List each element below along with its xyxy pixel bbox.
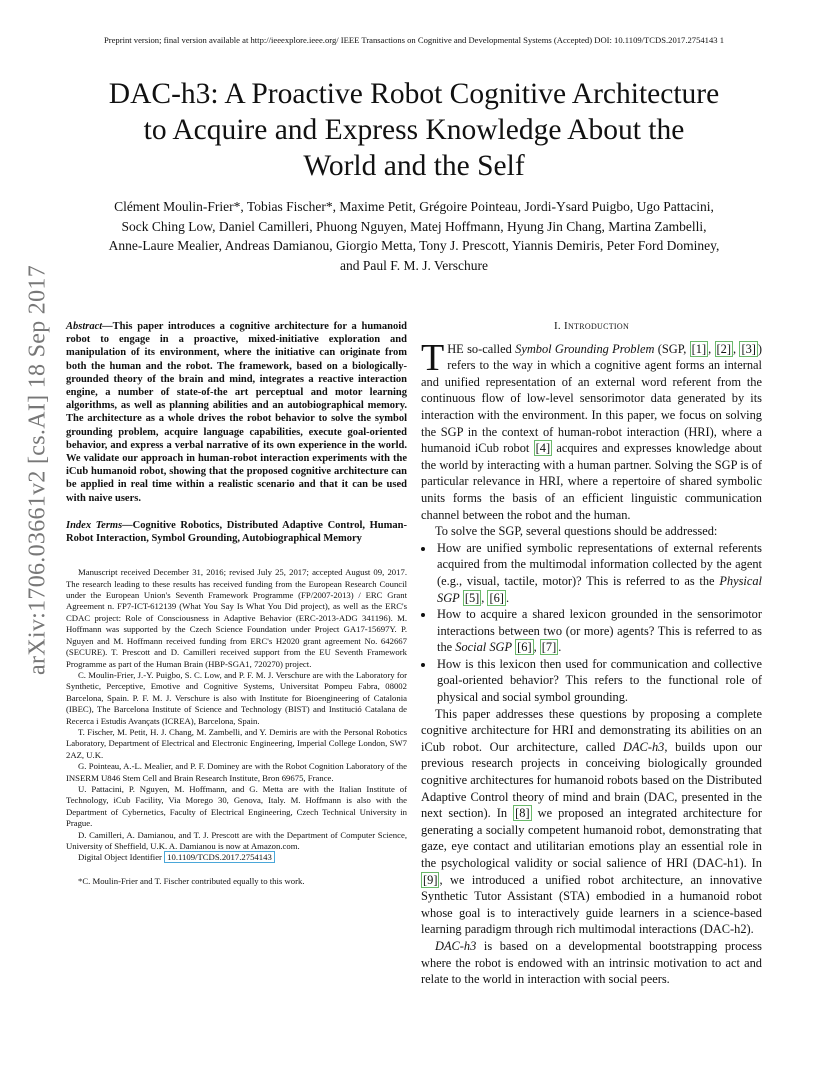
footnote-affiliation: G. Pointeau, A.-L. Mealier, and P. F. Dominey are with the Robot Cognition Laboratory of the INSERM U846 Stem Cell and Brain Research Institute, Bron 69675, France. <box>66 761 407 783</box>
title-line: to Acquire and Express Knowledge About the <box>143 114 685 146</box>
doi-line <box>66 852 407 863</box>
term-dac-h3: DAC-h3 <box>623 739 665 754</box>
intro-text: is based on a developmental bootstrapping process where the robot is endowed with an intrinsic motivation to act and relate to the world in interaction with social peers. <box>421 938 762 987</box>
citation-link[interactable]: [9] <box>423 872 438 887</box>
citation-link[interactable]: [1] <box>691 341 707 356</box>
doi-link[interactable]: 10.1109/TCDS.2017.2754143 <box>164 851 275 863</box>
right-column <box>421 318 762 988</box>
intro-text: acquires and expresses knowledge about the world by interacting with a human partner. Solving the SGP is of particular relevance in HRI, where a repertoire of shared symbolic units forms the basis of an efficient linguistic communication channel between the robot and the human. <box>421 441 762 522</box>
citation-link[interactable]: [7] <box>541 640 557 655</box>
author-line: and Paul F. M. J. Verschure <box>340 257 488 273</box>
footnote-affiliation: U. Pattacini, P. Nguyen, M. Hoffmann, and G. Metta are with the Italian Institute of Technology, iCub Facility, Via Morego 30, Genova, Italy. M. Hoffmann is also with the Department of Cybernetics, Faculty of Electrical Engineering, Czech Technical University in Prague. <box>66 783 407 829</box>
citation-link[interactable]: [8] <box>515 806 530 821</box>
footnote-affiliation: T. Fischer, M. Petit, H. J. Chang, M. Zambelli, and Y. Demiris are with the Personal Robotics Laboratory, Department of Electrical and Electronic Engineering, Imperial College London, SW7 2AZ, U.K. <box>66 726 407 760</box>
footnote-affiliation: C. Moulin-Frier, J.-Y. Puigbo, S. C. Low, and P. F. M. J. Verschure are with the Laboratory for Synthetic, Perceptive, Emotive and Cognitive Systems, Universitat Pompeu Fabra, 08002 Barcelona, Spain. P. F. M. J. Verschure is also with Institute for Bioengineering of Catalonia (IBEC), The Barcelona Institute of Science and Technology (BIST) and Institució Catalana de Recerca i Estudis Avançats (ICREA), Barcelona, Spain. <box>66 669 407 726</box>
intro-text: (SGP, <box>654 341 690 356</box>
index-terms <box>66 519 407 545</box>
dropcap: T <box>421 336 445 379</box>
item-text: How are unified symbolic representations of external referents acquired from the multimodal information collected by the agent (e.g., visual, tactile, motor)? This is referred to as the <box>437 540 762 588</box>
term-physical-sgp: Physical SGP <box>437 573 762 605</box>
index-terms-lead: Index Terms <box>66 519 123 531</box>
intro-text: ) refers to the way in which a cognitive agent forms an internal and unified representation of an external word referent from the continuous flow of low-level sensorimotor data generated by its interaction with the environment. In this paper, we focus on solving the SGP in the context of human-robot interaction (HRI), where a humanoid iCub robot <box>421 341 763 456</box>
item-text: . <box>558 640 562 655</box>
abstract-lead: Abstract <box>66 321 103 332</box>
item-text: . <box>505 590 510 605</box>
left-column <box>66 320 407 887</box>
citation-link[interactable]: [6] <box>489 590 504 605</box>
section-number: I. <box>553 320 565 332</box>
doi-label: Digital Object Identifier <box>78 852 165 863</box>
arxiv-stamp: arXiv:1706.03661v2 [cs.AI] 18 Sep 2017 <box>24 264 51 676</box>
item-text: , <box>481 590 488 605</box>
intro-text: HE so-called <box>447 341 516 356</box>
footnote-funding: Manuscript received December 31, 2016; revised July 25, 2017; accepted August 09, 2017. The research leading to these results has received funding from the European Research Council under the European Union's Seventh Framework Programme (FP/2007-2013) / ERC Grant Agreement n. FP7-ICT-612139 (What You Say Is What You Did project), as well as the ERC's CDAC project: Role of Consciousness in Adaptive Behavior (ERC-2013-ADG 341196). M. Hoffmann was supported by the Czech Science Foundation under Project GA17-15697Y. P. Nguyen and M. Hoffmann received funding from ERC's H2020 grant agreement No. 642667 (SECURE). T. Prescott and D. Camilleri received support from the EU Seventh Framework Programme as part of the Human Brain (HBP-SGA1, 720270) project. <box>66 567 407 669</box>
list-item: • How is this lexicon then used for communication and collective goal-oriented behavior? This refers to the functional role of physical and social symbol grounding. <box>435 656 762 706</box>
running-header: Preprint version; final version available at http://ieeexplore.ieee.org/ IEEE Transactions on Cognitive and Developmental Systems (Accepted) DOI: 10.1109/TCDS.2017.2754143 1 <box>103 35 725 45</box>
section-heading <box>421 318 762 335</box>
footnote-affiliation: D. Camilleri, A. Damianou, and T. J. Prescott are with the Department of Computer Science, University of Sheffield, U.K. A. Damianou is now at Amazon.com. <box>66 829 407 851</box>
term-sgp: Symbol Grounding Problem <box>515 341 655 356</box>
question-list <box>421 540 762 706</box>
intro-paragraph <box>421 706 762 938</box>
list-item <box>435 540 762 606</box>
intro-text: , <box>708 341 715 356</box>
intro-text: we proposed an integrated architecture for generating a socially competent humanoid robot, demonstrating that gaze, eye contact and utilitarian emotions play an essential role in the psychological validity or social salience of HRI (DAC-h1). In <box>421 806 762 870</box>
term-dac-h3: DAC-h3 <box>435 938 477 953</box>
intro-text: , builds upon our previous research projects in conceiving biologically grounded cognitive architectures for humanoid robots based on the Distributed Adaptive Control theory of mind and brain (DAC, presented in the next section). In <box>421 739 762 821</box>
citation-link[interactable]: [3] <box>741 341 756 356</box>
title-line: DAC-h3: A Proactive Robot Cognitive Architecture <box>108 78 720 110</box>
citation-link[interactable]: [5] <box>464 590 480 605</box>
title-line: World and the Self <box>303 150 525 182</box>
intro-text: This paper addresses these questions by proposing a complete cognitive architecture for HRI and demonstrating its abilities on an iCub robot. Our architecture, called <box>421 706 762 754</box>
term-social-sgp: Social SGP <box>455 640 513 655</box>
author-line: Anne-Laure Mealier, Andreas Damianou, Giorgio Metta, Tony J. Prescott, Yiannis Demiris, Peter Ford Dominey, <box>108 238 720 253</box>
item-text: How to acquire a shared lexicon grounded in the sensorimotor interactions between two (or more) agents? This is referred to as the <box>437 607 762 655</box>
citation-link[interactable]: [2] <box>716 341 731 356</box>
abstract-text: —This paper introduces a cognitive architecture for a humanoid robot to engage in a proactive, mixed-initiative exploration and manipulation of its environment, where the initiative can originate from both the human and the robot. The framework, based on a biologically-grounded theory of the brain and mind, integrates a reactive interaction engine, a number of state-of-the art perceptual and motor learning algorithms, as well as planning abilities and an autobiographical memory. The architecture as a whole drives the robot behavior to solve the symbol grounding problem, acquire language capabilities, execute goal-oriented behavior, and express a verbal narrative of its own experience in the world. We validate our approach in human-robot interaction experiments with the iCub humanoid robot, showing that the proposed cognitive architecture can be applied in real time within a realistic scenario and that it can be used with naive users. <box>66 321 407 504</box>
citation-link[interactable]: [4] <box>535 441 551 456</box>
equal-contribution-note: *C. Moulin-Frier and T. Fischer contributed equally to this work. <box>78 875 305 886</box>
intro-paragraph: To solve the SGP, several questions should be addressed: <box>435 524 718 539</box>
citation-link[interactable]: [6] <box>517 640 532 655</box>
author-line: Clément Moulin-Frier*, Tobias Fischer*, Maxime Petit, Grégoire Pointeau, Jordi-Ysard Puigbo, Ugo Pattacini, <box>114 199 714 214</box>
section-title: Introduction <box>564 320 630 332</box>
author-line: Sock Ching Low, Daniel Camilleri, Phuong Nguyen, Matej Hoffmann, Hyung Jin Chang, Martina Zambelli, <box>121 218 707 234</box>
intro-paragraph <box>421 336 763 524</box>
intro-text: , we introduced a unified robot architecture, an innovative Synthetic Tutor Assistant (STA) embodied in a humanoid robot whose goal is to interactively guide learners in a science-based learning paradigm through rich multimodal interactions (DAC-h2). <box>421 872 762 937</box>
index-terms-text: —Cognitive Robotics, Distributed Adaptive Control, Human-Robot Interaction, Symbol Grounding, Autobiographical Memory <box>66 519 407 545</box>
intro-text: , <box>733 341 740 356</box>
list-item <box>435 606 762 656</box>
footnotes <box>66 567 407 887</box>
paper-title <box>40 76 788 184</box>
abstract <box>66 320 407 505</box>
author-list <box>50 197 778 275</box>
item-text: , <box>533 640 540 655</box>
intro-paragraph <box>421 938 762 988</box>
